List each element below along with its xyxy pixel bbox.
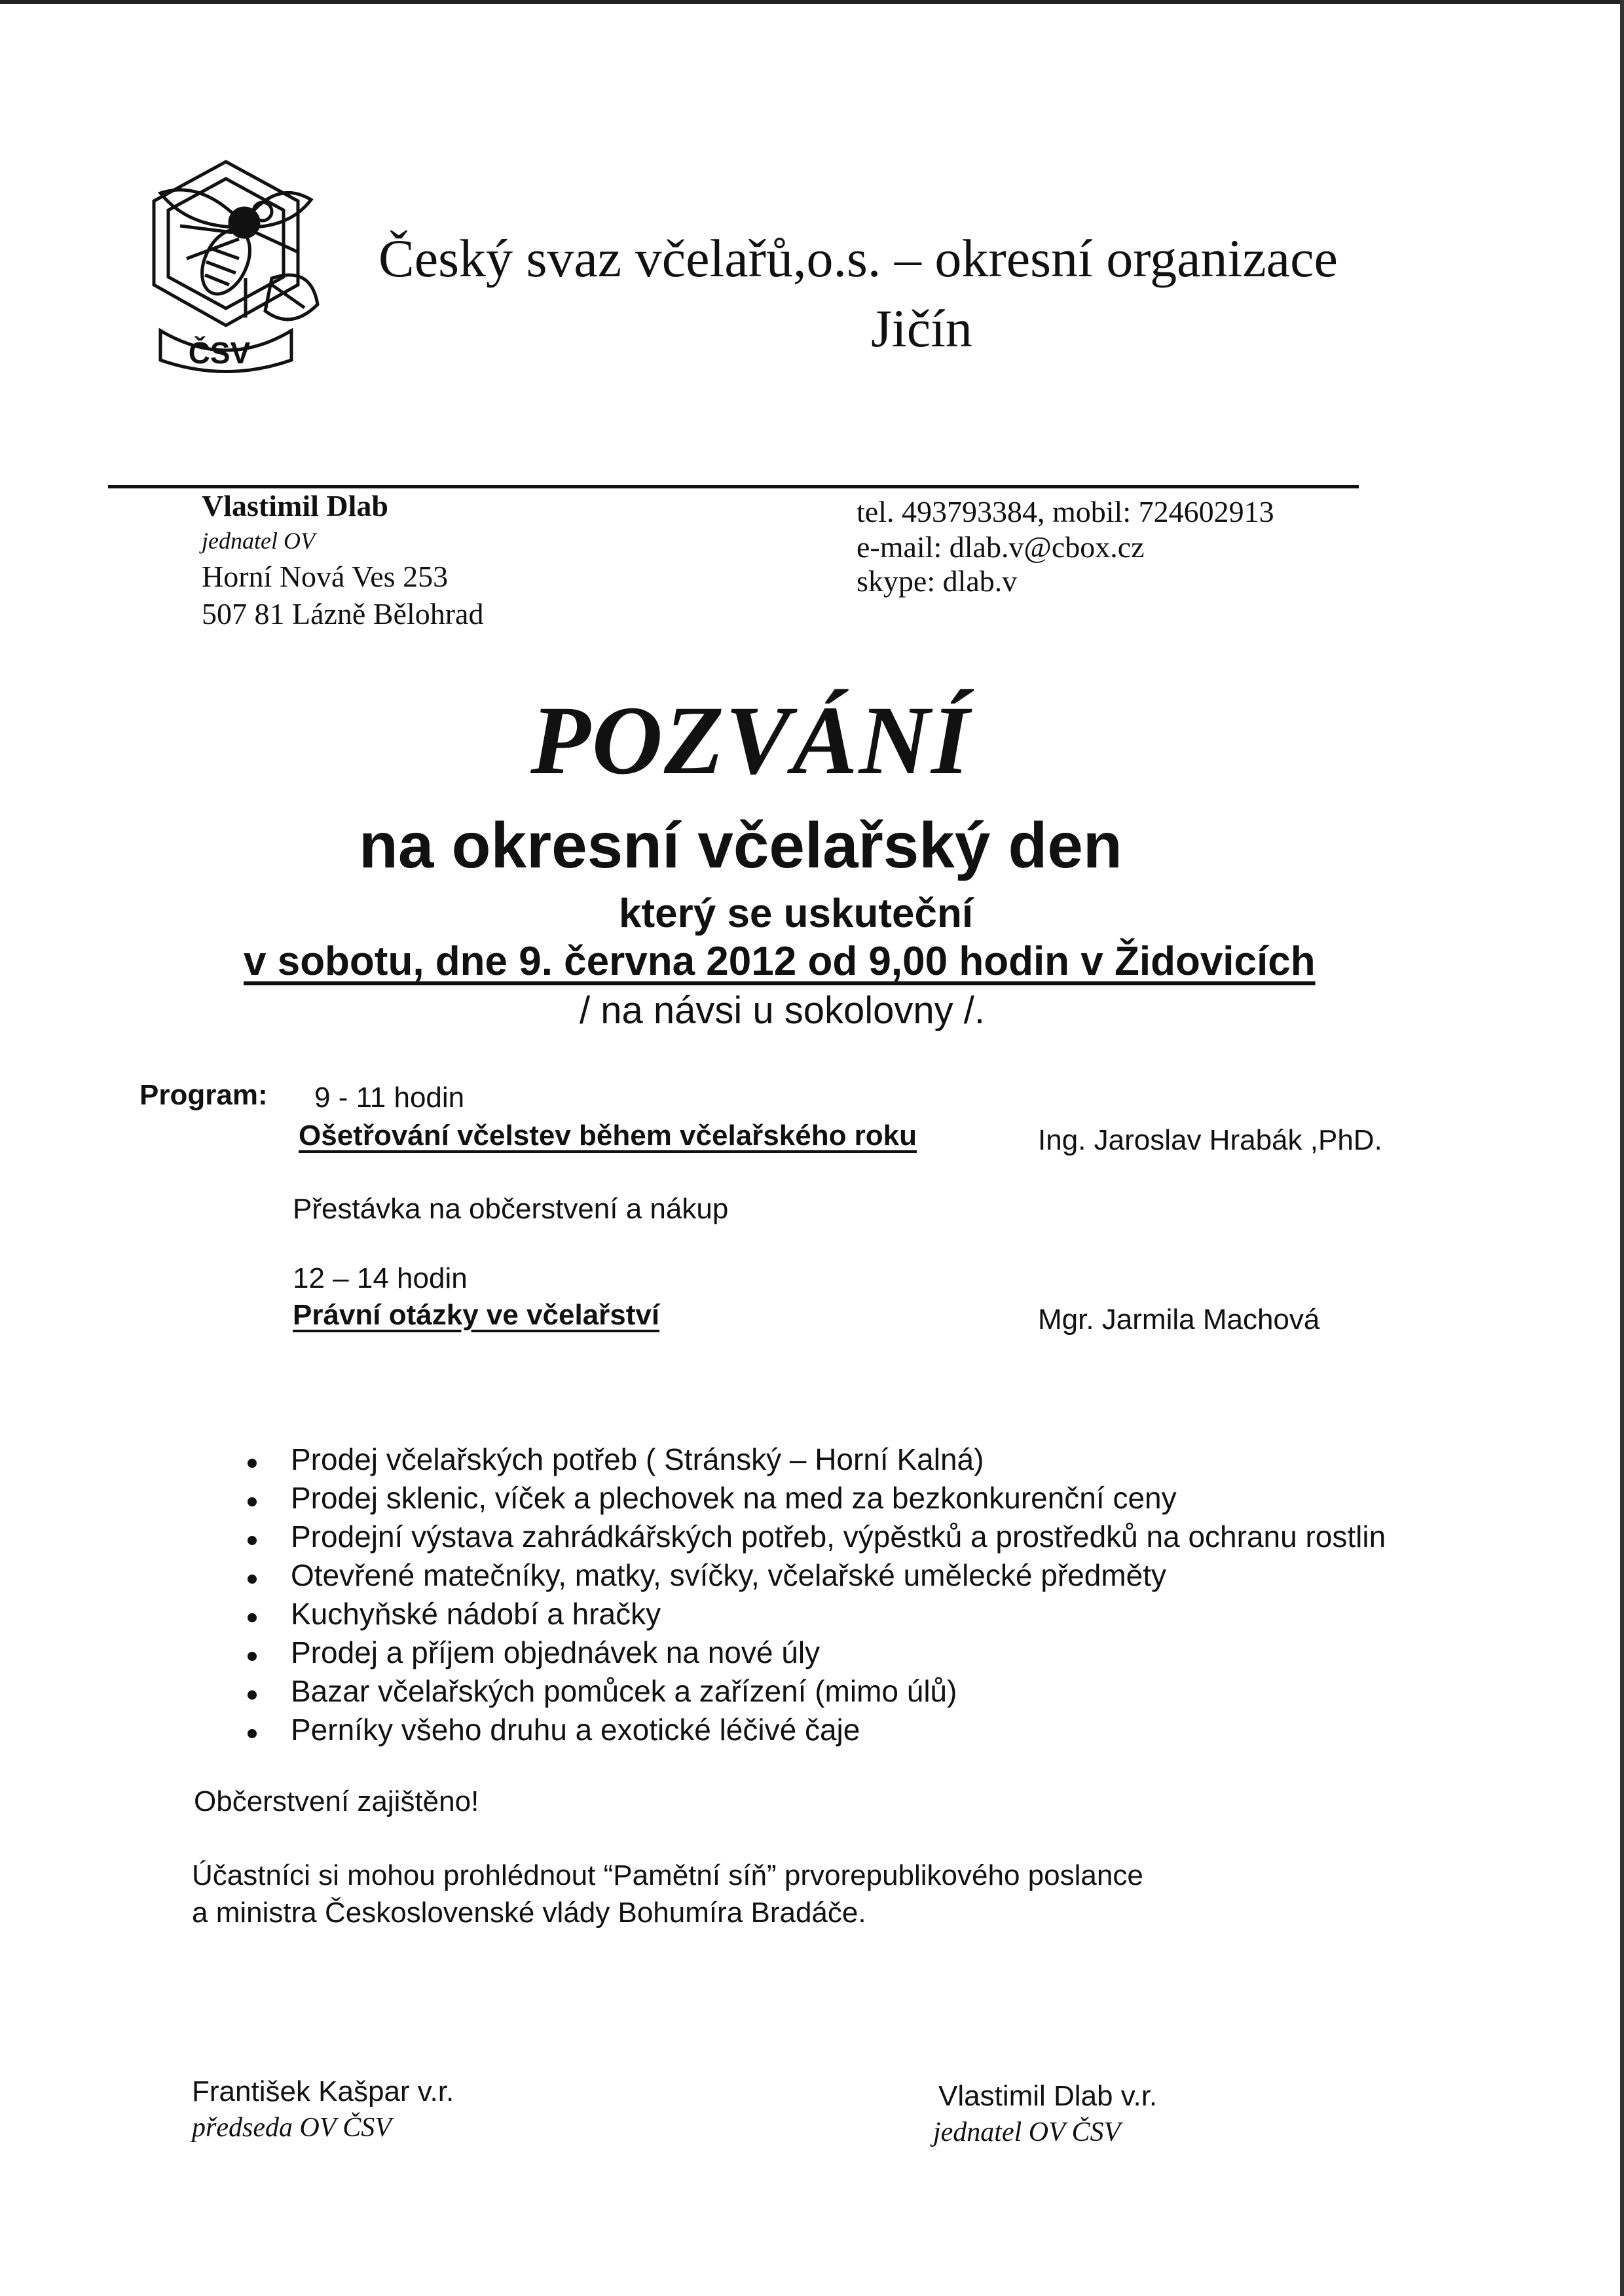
list-item: Perníky všeho druhu a exotické léčivé čaje (248, 1711, 1386, 1749)
sender-role: jednatel OV (202, 528, 315, 554)
memorial-hall-note-line2: a ministra Československé vlády Bohumíra Bradáče. (192, 1897, 866, 1929)
sender-street: Horní Nová Ves 253 (202, 560, 449, 593)
bullet-icon (248, 1652, 257, 1661)
contact-skype: skype: dlab.v (857, 564, 1018, 598)
list-item: Kuchyňské nádobí a hračky (248, 1595, 1386, 1633)
bullet-icon (248, 1575, 257, 1584)
scan-edge-right (1620, 0, 1624, 2296)
program-block1-title: Ošetřování včelstev během včelařského roku (299, 1120, 917, 1152)
invitation-title: POZVÁNÍ (530, 686, 971, 795)
refreshments-note: Občerstvení zajištěno! (194, 1785, 479, 1817)
list-item: Bazar včelařských pomůcek a zařízení (mimo úlů) (248, 1672, 1386, 1711)
invitation-subtitle: na okresní včelařský den (359, 809, 1122, 881)
list-item: Prodejní výstava zahrádkářských potřeb, výpěstků a prostředků na ochranu rostlin (248, 1518, 1386, 1556)
program-block1-speaker: Ing. Jaroslav Hrabák ,PhD. (1038, 1124, 1382, 1156)
invitation-date-place: v sobotu, dne 9. června 2012 od 9,00 hodin v Židovicích (244, 939, 1316, 984)
program-block2-time: 12 – 14 hodin (293, 1262, 468, 1294)
list-item: Prodej sklenic, víček a plechovek na med za bezkonkurenční ceny (248, 1479, 1386, 1518)
program-label: Program: (139, 1079, 268, 1111)
bullet-icon (248, 1729, 257, 1738)
signature-right-role: jednatel OV ČSV (933, 2117, 1121, 2147)
program-block1-time: 9 - 11 hodin (314, 1082, 465, 1114)
bullet-icon (248, 1459, 257, 1468)
organization-city: Jičín (871, 299, 972, 358)
offer-list (248, 1440, 1386, 1749)
svg-text:ČSV: ČSV (188, 336, 251, 370)
scan-edge-top (0, 0, 1624, 4)
sender-postal: 507 81 Lázně Bělohrad (202, 597, 484, 630)
list-item: Prodej a příjem objednávek na nové úly (248, 1633, 1386, 1672)
bullet-icon (248, 1536, 257, 1545)
invitation-venue: / na návsi u sokolovny /. (580, 989, 985, 1032)
list-item: Otevřené matečníky, matky, svíčky, včelařské umělecké předměty (248, 1556, 1386, 1595)
signature-left-role: předseda OV ČSV (192, 2113, 392, 2143)
program-break: Přestávka na občerstvení a nákup (293, 1193, 729, 1225)
invitation-line-which: který se uskuteční (619, 891, 974, 936)
list-item: Prodej včelařských potřeb ( Stránský – Horní Kalná) (248, 1440, 1386, 1479)
memorial-hall-note-line1: Účastníci si mohou prohlédnout “Pamětní síň” prvorepublikového poslance (192, 1859, 1143, 1891)
csv-bee-logo-icon (141, 154, 331, 383)
bullet-icon (248, 1497, 257, 1506)
organization-title: Český svaz včelařů,o.s. – okresní organizace (378, 228, 1338, 288)
contact-phone: tel. 493793384, mobil: 724602913 (857, 495, 1274, 528)
signature-right-name: Vlastimil Dlab v.r. (938, 2080, 1158, 2112)
program-block2-speaker: Mgr. Jarmila Machová (1038, 1303, 1320, 1336)
bullet-icon (248, 1690, 257, 1700)
program-block2-title: Právní otázky ve včelařství (293, 1299, 660, 1331)
contact-email[interactable]: e-mail: dlab.v@cbox.cz (857, 530, 1145, 564)
bullet-icon (248, 1613, 257, 1622)
signature-left-name: František Kašpar v.r. (192, 2075, 454, 2107)
sender-name: Vlastimil Dlab (202, 489, 388, 522)
